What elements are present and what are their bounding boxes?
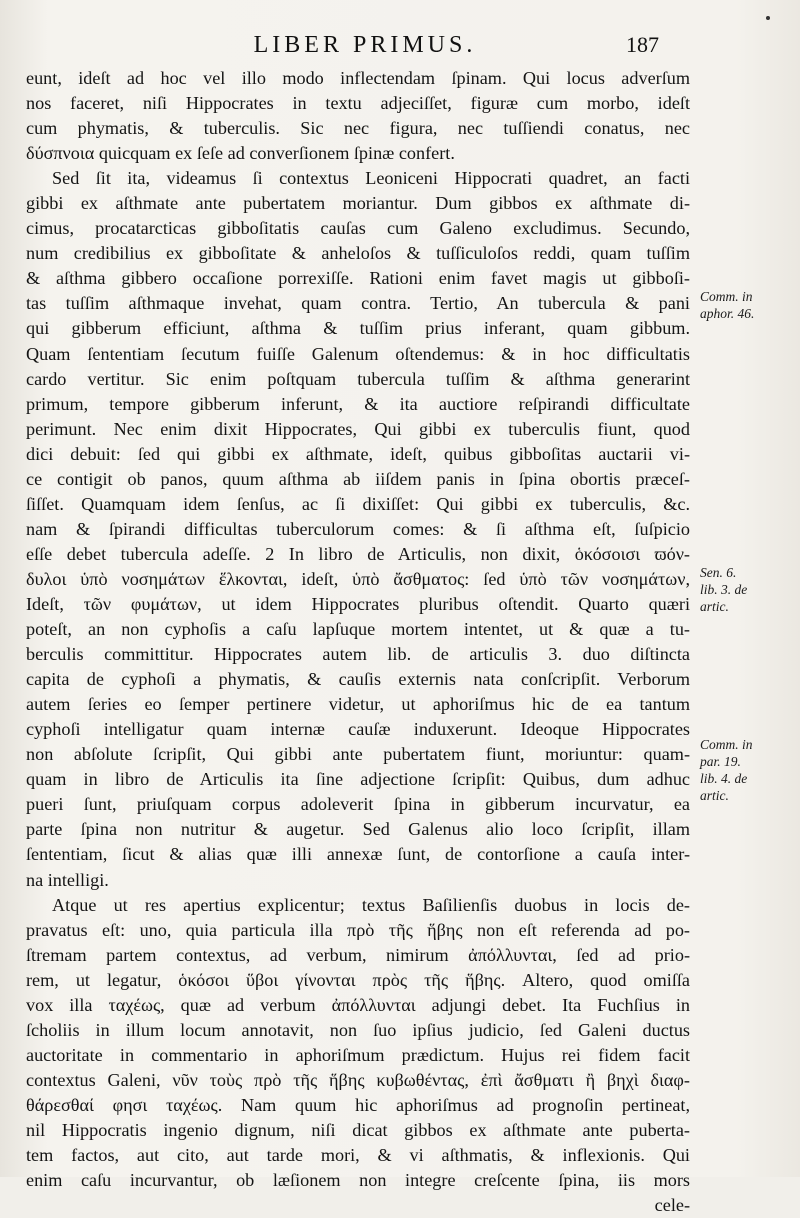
text-line: θάρεσθαί φησι ταχέως. Nam quum hic aphoriſmus ad prognoſin pertineat, — [26, 1094, 690, 1115]
text-line: auctoritate in commentario in aphoriſmum prædictum. Hujus rei fidem facit — [26, 1044, 690, 1065]
text-line: pueri ſunt, priuſquam corpus adoleverit ſpina in gibberum incurvatur, ea — [26, 794, 690, 815]
margin-note-line: par. 19. — [700, 754, 741, 769]
text-line: nos faceret, niſi Hippocrates in textu adjeciſſet, figuræ cum morbo, ideſt — [26, 93, 690, 114]
margin-note-line: aphor. 46. — [700, 306, 755, 321]
text-line: gibbi ex aſthmate ante pubertatem moriantur. Dum gibbos ex aſthmate di- — [26, 193, 690, 214]
body-text — [26, 66, 690, 1218]
text-line: ſcholiis in illum locum annotavit, non ſuo ipſius judicio, ſed Galeni ductus — [26, 1019, 690, 1040]
margin-note-line: lib. 3. de — [700, 582, 748, 597]
text-line: Atque ut res apertius explicentur; textus Baſilienſis duobus in locis de- — [52, 894, 690, 915]
text-line: tas tuſſim aſthmaque invehat, quam contra. Tertio, An tubercula & pani — [26, 293, 690, 314]
text-line: berculis committitur. Hippocrates autem lib. de articulis 3. duo diſtincta — [26, 644, 690, 665]
text-line: eunt, ideſt ad hoc vel illo modo inflectendam ſpinam. Qui locus adverſum — [26, 68, 690, 88]
page-number: 187 — [626, 32, 659, 57]
text-line: vox illa ταχέως, quæ ad verbum ἀπόλλυνται adjungi debet. Ita Fuchſius in — [26, 994, 690, 1015]
text-line: ſtremam partem contextus, ad verbum, nimirum ἀπόλλυνται, ſed ad prio- — [26, 944, 690, 965]
text-line: qui gibberum efficiunt, aſthma & tuſſim prius inferant, quam gibbum. — [26, 318, 690, 339]
text-line: cyphoſi intelligatur quam internæ cauſæ induxerunt. Ideoque Hippocrates — [26, 719, 690, 740]
text-line: cimus, procatarcticas gibboſitatis cauſas cum Galeno excludimus. Secundo, — [26, 218, 690, 239]
text-line: ſiſſet. Quamquam idem ſenſus, ac ſi dixiſſet: Qui gibbi ex tuberculis, &c. — [26, 493, 690, 514]
text-line: na intelligi. — [26, 869, 109, 890]
text-line: num credibilius ex gibboſitate & anheloſos & tuſſiculoſos reddi, quam tuſſim — [26, 243, 690, 264]
text-line: nam & ſpirandi difficultas tuberculorum comes: & ſi aſthma eſt, ſuſpicio — [26, 518, 690, 539]
text-line: eſſe debet tubercula adeſſe. 2 In libro de Articulis, non dixit, ὁκόσοισι ϖόν- — [26, 543, 690, 564]
text-line: ſententiam, ſicut & alias quæ illi annexæ ſunt, de contorſione a cauſa inter- — [26, 844, 690, 865]
text-line: poteſt, an non cyphoſis a caſu lapſuque mortem intentet, ut & quæ a tu- — [26, 619, 690, 640]
text-line: primum, tempore gibberum inferunt, & ita auctiore reſpirandi difficultate — [26, 393, 690, 414]
ink-speck — [766, 16, 770, 20]
running-head: LIBER PRIMUS. — [253, 32, 477, 58]
text-line: ce contigit ob panos, quum aſthma ab iiſdem panis in ſpina obortis præceſ- — [26, 468, 690, 489]
text-line: Quam ſententiam ſecutum fuiſſe Galenum oſtendemus: & in hoc difficultatis — [26, 343, 690, 364]
margin-note-line: Comm. in — [700, 289, 753, 304]
text-line: Ideſt, τῶν φυμάτων, ut idem Hippocrates pluribus oſtendit. Quarto quæri — [26, 593, 690, 614]
margin-note-line: lib. 4. de — [700, 771, 748, 786]
text-line: enim caſu incurvantur, ob læſionem non integre creſcente ſpina, iis mors — [26, 1170, 690, 1191]
text-line: cum phymatis, & tuberculis. Sic nec figura, nec tuſſiendi conatus, nec — [26, 118, 690, 139]
text-line: dici debuit: ſed qui gibbi ex aſthmate, ideſt, quibus gibboſitas auctarii vi- — [26, 443, 690, 464]
text-line: nil Hippocratis ingenio dignum, niſi dicat gibbos ex aſthmate ante puberta- — [26, 1119, 690, 1140]
text-line: & aſthma gibbero occaſione porrexiſſe. Rationi enim favet magis ut gibboſi- — [26, 268, 690, 289]
margin-note-line: artic. — [700, 599, 729, 614]
text-line: capita de cyphoſi a phymatis, & cauſis externis nata conſcripſit. Verborum — [26, 669, 690, 690]
text-line: autem ſeries eo ſemper pertinere videtur, ut aphoriſmus hic de ea tantum — [26, 694, 690, 715]
text-line: parte ſpina non nutritur & augetur. Sed Galenus alio loco ſcripſit, illam — [26, 819, 690, 840]
text-line: pravatus eſt: uno, quia particula illa πρὸ τῆς ἥβης non eſt referenda ad po- — [26, 919, 690, 940]
margin-note-1 — [700, 288, 790, 322]
text-line: perimunt. Nec enim dixit Hippocrates, Qui gibbi ex tuberculis fiunt, quod — [26, 418, 690, 439]
text-line: tem factos, aut cito, aut tarde mori, & vi aſthmatis, & inflexionis. Qui — [26, 1145, 690, 1166]
margin-note-line: Sen. 6. — [700, 565, 737, 580]
text-line: cardo vertitur. Sic enim poſtquam tubercula tuſſim & aſthma generarint — [26, 368, 690, 389]
margin-note-line: artic. — [700, 788, 729, 803]
text-line: contextus Galeni, νῦν τοὺς πρὸ τῆς ἥβης κυβωθέντας, ἐπὶ ἄσθματι ἢ βηχὶ διαφ- — [26, 1069, 690, 1090]
text-line: rem, ut legatur, ὁκόσοι ὕβοι γίνονται πρὸς τῆς ἥβης. Altero, quod omiſſa — [26, 969, 690, 990]
text-line: quam in libro de Articulis ita ſine adjectione ſcripſit: Quibus, dum adhuc — [26, 769, 690, 790]
text-line: non abſolute ſcripſit, Qui gibbi ante pubertatem fiunt, moriuntur: quam- — [26, 744, 690, 765]
catchword: cele- — [654, 1195, 690, 1216]
margin-note-3 — [700, 736, 790, 804]
text-line: δύσπνοια quicquam ex ſeſe ad converſionem ſpinæ confert. — [26, 143, 455, 164]
margin-note-line: Comm. in — [700, 737, 753, 752]
margin-note-2 — [700, 564, 790, 615]
text-line: δυλοι ὑπὸ νοσημάτων ἕλκονται, ideſt, ὑπὸ ἄσθματος: ſed ὑπὸ τῶν νοσημάτων, — [26, 568, 690, 589]
text-line: Sed ſit ita, videamus ſi contextus Leoniceni Hippocrati quadret, an facti — [52, 168, 690, 189]
